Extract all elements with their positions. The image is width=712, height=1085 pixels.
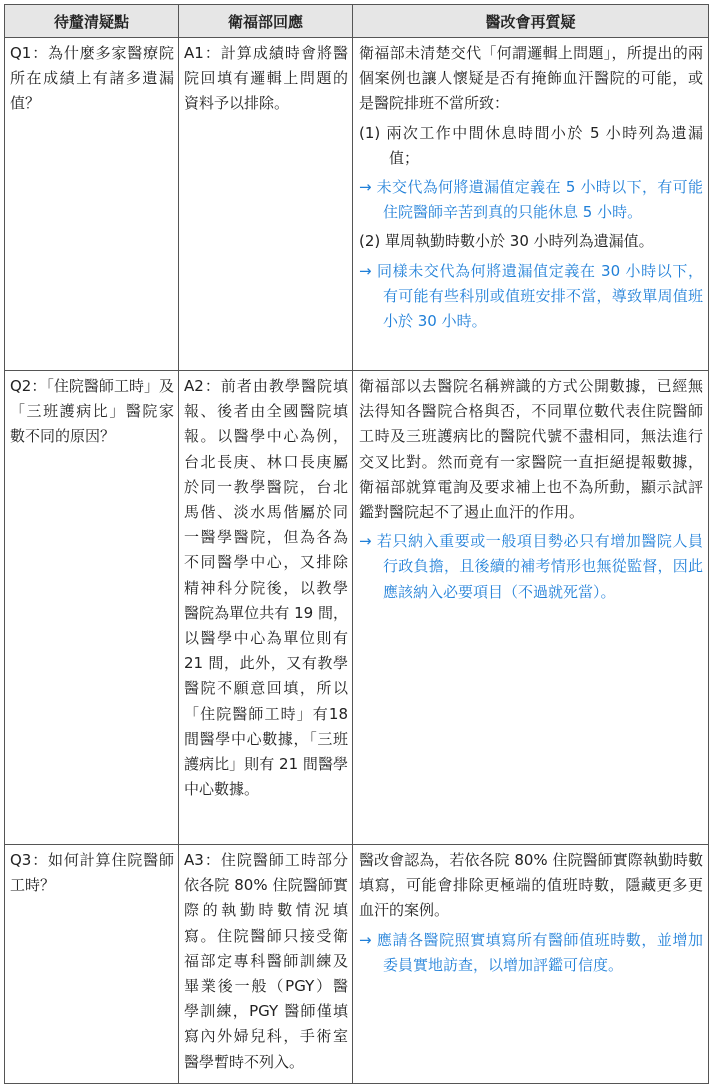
header-doubts: 待釐清疑點 (5, 5, 179, 38)
challenge-item: (2) 單周執勤時數小於 30 小時列為遺漏值。 (359, 232, 654, 251)
table-row (5, 371, 709, 845)
question-cell: Q2：「住院醫師工時」及「三班護病比」醫院家數不同的原因？ (5, 371, 179, 845)
question-cell: Q3：如何計算住院醫師工時？ (5, 845, 179, 1084)
question-cell: Q1：為什麼多家醫療院所在成績上有諸多遺漏值？ (5, 38, 179, 371)
table-row (5, 38, 709, 371)
challenge-cell (353, 371, 709, 845)
response-cell: A3：住院醫師工時部分依各院 80% 住院醫師實際的執勤時數情況填寫。住院醫師只接受衛福部定專科醫師訓練及畢業後一般（PGY）醫學訓練，PGY 醫師僅填寫內外婦兒科，手術室醫學暫時不列入。 (179, 845, 353, 1084)
response-cell: A2：前者由教學醫院填報、後者由全國醫院填報。以醫學中心為例，台北長庚、林口長庚屬於同一教學醫院，台北馬偕、淡水馬偕屬於同一醫學醫院，但為各為不同醫學中心，又排除精神科分院後，以教學醫院為單位共有 19 間，以醫學中心為單位則有 21 間，此外，又有教學醫院不願意回填，所以「住院醫師工時」有18間醫學中心數據，「三班護病比」則有 21 間醫學中心數據。 (179, 371, 353, 845)
challenge-cell (353, 38, 709, 371)
challenge-note: → 未交代為何將遺漏值定義在 5 小時以下，有可能住院醫師辛苦到真的只能休息 5 小時。 (359, 178, 703, 222)
header-row (5, 5, 709, 38)
challenge-note: → 應請各醫院照實填寫所有醫師值班時數，並增加委員實地訪查，以增加評鑑可信度。 (359, 930, 703, 974)
challenge-paragraph: 衛福部以去醫院名稱辨識的方式公開數據，已經無法得知各醫院合格與否，不同單位數代表住院醫師工時及三班護病比的醫院代號不盡相同，無法進行交叉比對。然而竟有一家醫院一直拒絕提報數據，衛福部就算電詢及要求補上也不為所動，顯示試評鑑對醫院起不了遏止血汗的作用。 (359, 377, 703, 522)
table-row (5, 845, 709, 1084)
challenge-paragraph: 衛福部未清楚交代「何謂邏輯上問題」，所提出的兩個案例也讓人懷疑是否有掩飾血汗醫院的可能，或是醫院排班不當所致： (359, 44, 703, 113)
header-challenge: 醫改會再質疑 (353, 5, 709, 38)
header-mohw-response: 衛福部回應 (179, 5, 353, 38)
qa-table (4, 4, 709, 1084)
response-cell: A1：計算成績時會將醫院回填有邏輯上問題的資料予以排除。 (179, 38, 353, 371)
challenge-note: → 同樣未交代為何將遺漏值定義在 30 小時以下，有可能有些科別或值班安排不當，導致單周值班小於 30 小時。 (359, 261, 703, 331)
challenge-paragraph: 醫改會認為，若依各院 80% 住院醫師實際執勤時數填寫，可能會排除更極端的值班時數，隱藏更多更血汗的案例。 (359, 851, 703, 920)
challenge-note: → 若只納入重要或一般項目勢必只有增加醫院人員行政負擔，且後續的補考情形也無從監督，因此應該納入必要項目（不過就死當）。 (359, 532, 703, 601)
challenge-cell (353, 845, 709, 1084)
challenge-item: (1) 兩次工作中間休息時間小於 5 小時列為遺漏值； (359, 123, 703, 167)
